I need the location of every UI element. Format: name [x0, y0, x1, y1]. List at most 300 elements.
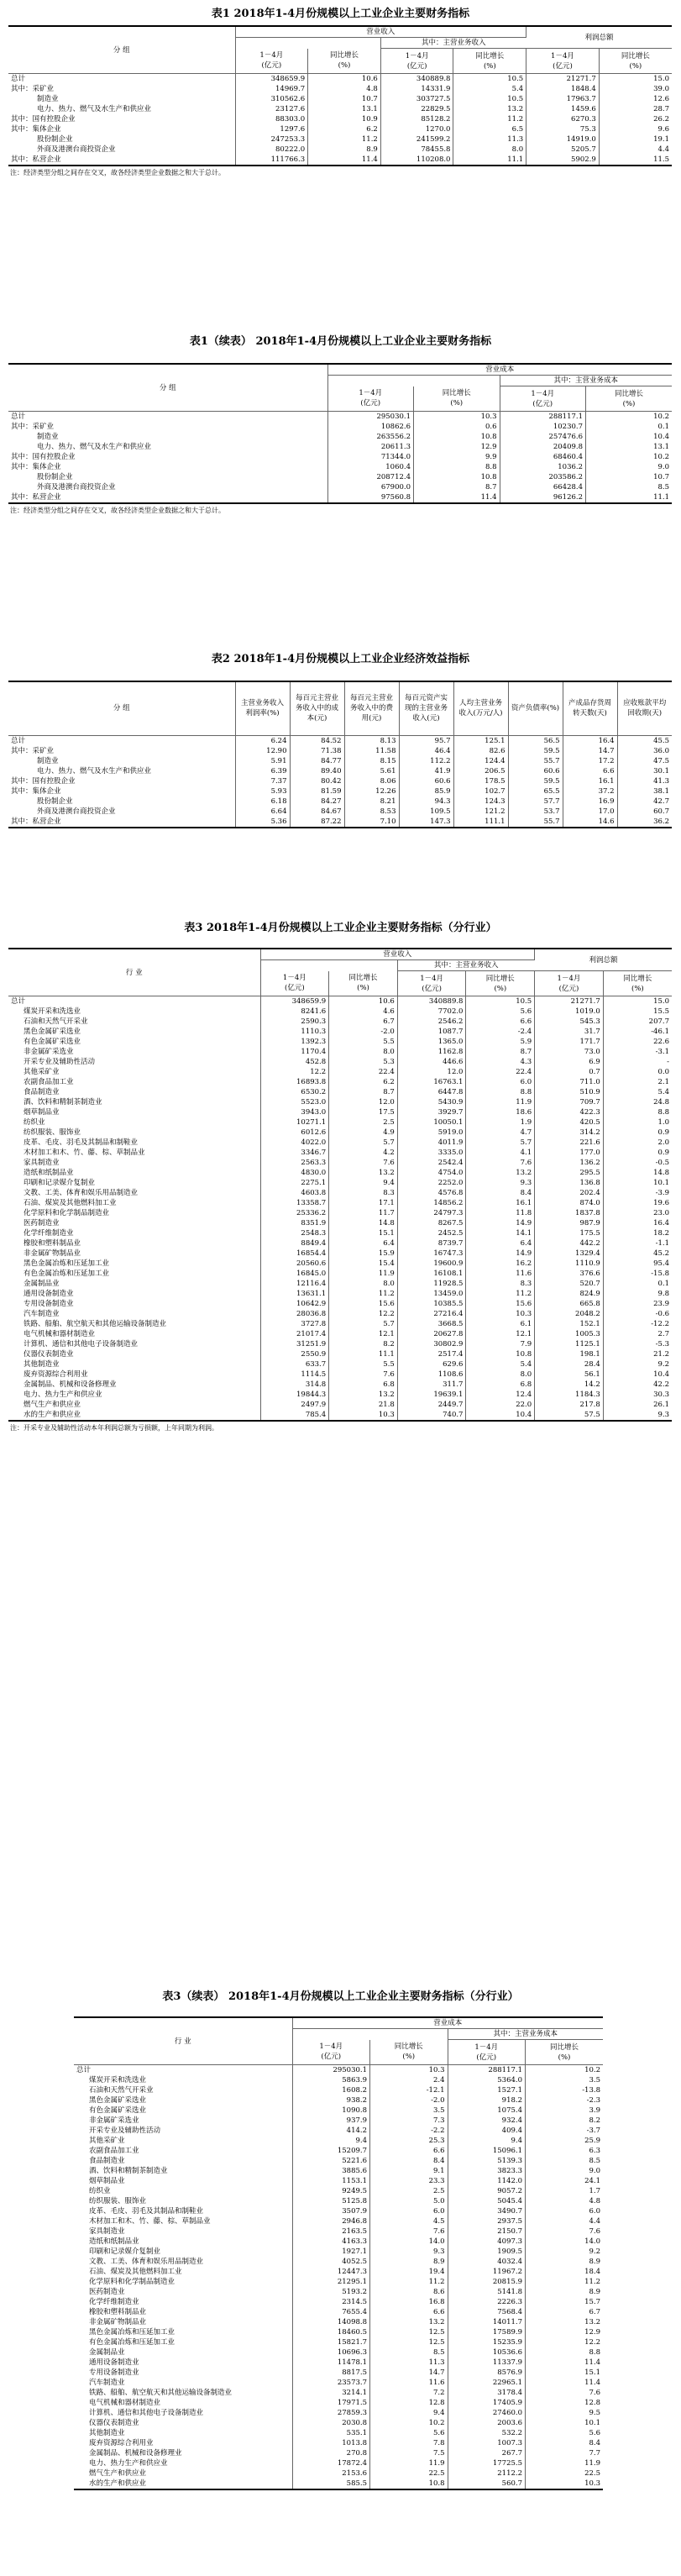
table-row [8, 796, 672, 807]
cell-value: 6.4 [329, 1238, 398, 1249]
row-label: 烟草制品业 [8, 1107, 260, 1117]
cell-value: 267.7 [448, 2448, 526, 2458]
cell-value: 16845.0 [260, 1269, 329, 1279]
cell-value: 310562.6 [235, 94, 308, 104]
col-yoy: 同比增长 (%) [599, 49, 672, 74]
cell-value: 1007.3 [448, 2438, 526, 2448]
col-jan-apr: 1－4月 (亿元) [448, 2040, 526, 2065]
cell-value: 47.5 [653, 756, 669, 765]
table-row [8, 1269, 672, 1279]
cell-value: 15.1 [584, 2368, 600, 2377]
cell-value: 109.5 [399, 807, 453, 817]
cell-value: 17971.5 [292, 2398, 370, 2408]
table-row [74, 2065, 603, 2076]
row-label: 农副食品加工业 [74, 2146, 292, 2156]
cell-value: 5.61 [344, 766, 399, 776]
cell-value: 20409.8 [500, 442, 586, 452]
table-row [8, 1117, 672, 1128]
table-row [74, 2186, 603, 2196]
cell-value: 46.4 [399, 746, 453, 756]
cell-value: 1110.3 [260, 1027, 329, 1037]
cell-value: 520.7 [535, 1279, 604, 1289]
col-jan-apr: 1－4月 (亿元) [380, 49, 453, 74]
cell-value: 31.7 [535, 1027, 604, 1037]
cell-value: 84.67 [290, 807, 344, 817]
cell-value: 8.9 [589, 2258, 600, 2266]
cell-value: 10.2 [653, 413, 669, 421]
cell-value: 633.7 [260, 1359, 329, 1369]
cell-value: 9.3 [603, 1410, 672, 1421]
cell-value: 585.5 [292, 2479, 370, 2489]
cell-value: 12.2 [260, 1067, 329, 1077]
table-row [8, 1218, 672, 1228]
table-row [74, 2226, 603, 2237]
cell-value: 30.1 [653, 766, 669, 775]
cell-value: 57.5 [535, 1410, 604, 1421]
cell-value: 124.3 [453, 796, 508, 807]
cell-value: 1170.4 [260, 1047, 329, 1057]
cell-value: 6.2 [308, 124, 381, 134]
cell-value: 16108.1 [397, 1269, 466, 1279]
cell-value: 14.7 [370, 2368, 448, 2378]
cell-value: 2517.4 [397, 1349, 466, 1359]
row-label: 石油、煤炭及其他燃料加工业 [74, 2267, 292, 2277]
col-jan-apr: 1－4月 (亿元) [535, 971, 604, 996]
cell-value: 12447.3 [292, 2267, 370, 2277]
cell-value: 14331.9 [380, 84, 453, 94]
cell-value: 5045.4 [448, 2196, 526, 2206]
cell-value: 241599.2 [380, 134, 453, 145]
cell-value: 21.2 [653, 1350, 669, 1359]
cell-value: 270.8 [292, 2448, 370, 2458]
row-label: 通用设备制造业 [8, 1289, 260, 1299]
col-yoy: 同比增长 (%) [466, 971, 535, 996]
cell-value: 171.7 [535, 1037, 604, 1047]
row-label: 石油和天然气开采业 [8, 1017, 260, 1027]
row-label: 有色金属矿采选业 [74, 2105, 292, 2116]
row-label: 电气机械和器材制造业 [8, 1329, 260, 1339]
table-row [8, 1380, 672, 1390]
cell-value: 11.7 [329, 1208, 398, 1218]
table-row [74, 2267, 603, 2277]
row-label: 制造业 [8, 94, 235, 104]
table-row [74, 2458, 603, 2468]
cell-value: 16.1 [466, 1198, 535, 1208]
cell-value: 8.9 [589, 2288, 600, 2296]
cell-value: 11.6 [370, 2378, 448, 2388]
row-label: 食品制造业 [8, 1087, 260, 1097]
cell-value: 60.7 [653, 807, 669, 816]
cell-value: 10.1 [584, 2419, 600, 2427]
cell-value: -2.3 [586, 2096, 600, 2105]
cell-value: 7.8 [370, 2438, 448, 2448]
cell-value: 7.6 [466, 1158, 535, 1168]
cell-value: 9.2 [657, 1360, 669, 1369]
cell-value: -12.2 [651, 1320, 669, 1328]
cell-value: 208712.4 [327, 472, 414, 482]
row-label: 废弃资源综合利用业 [74, 2438, 292, 2448]
cell-value: 7.9 [466, 1339, 535, 1349]
cell-value: 2542.4 [397, 1158, 466, 1168]
cell-value: - [667, 1058, 669, 1066]
cell-value: 15.4 [329, 1259, 398, 1269]
cell-value: 1459.6 [526, 104, 600, 114]
cell-value: 5.6 [370, 2428, 448, 2438]
cell-value: 5.4 [657, 1088, 669, 1096]
cell-value: 67900.0 [327, 482, 414, 492]
cell-value: 8.21 [344, 796, 399, 807]
cell-value: 3.9 [589, 2106, 600, 2115]
cell-value: 5.9 [466, 1037, 535, 1047]
col-expense-per-100: 每百元主营业务收入中的费用(元) [344, 681, 399, 735]
cell-value: 15.0 [653, 997, 669, 1006]
cell-value: 10230.7 [500, 422, 586, 432]
cell-value: 17589.9 [448, 2327, 526, 2337]
cell-value: 14.9 [466, 1218, 535, 1228]
cell-value: 53.7 [508, 807, 563, 817]
cell-value: 68460.4 [500, 452, 586, 462]
table-row [8, 1107, 672, 1117]
cell-value: 2452.5 [397, 1228, 466, 1238]
cell-value: 13.2 [466, 1168, 535, 1178]
cell-value: 5193.2 [292, 2287, 370, 2297]
cell-value: 6.8 [466, 1380, 535, 1390]
cell-value: 711.0 [535, 1077, 604, 1087]
cell-value: 23.3 [370, 2176, 448, 2186]
cell-value: 15209.7 [292, 2146, 370, 2156]
cell-value: 4022.0 [260, 1138, 329, 1148]
cell-value: 2.1 [657, 1078, 669, 1086]
cell-value: 5125.8 [292, 2196, 370, 2206]
cell-value: 1005.3 [535, 1329, 604, 1339]
cell-value: 2153.6 [292, 2468, 370, 2479]
cell-value: 740.7 [397, 1410, 466, 1421]
cell-value: 12.0 [397, 1067, 466, 1077]
cell-value: 16893.8 [260, 1077, 329, 1087]
cell-value: 20560.6 [260, 1259, 329, 1269]
cell-value: 19639.1 [397, 1390, 466, 1400]
cell-value: 27216.4 [397, 1309, 466, 1319]
row-label: 开采专业及辅助性活动 [74, 2126, 292, 2136]
cell-value: 1036.2 [500, 462, 586, 472]
cell-value: 14919.0 [526, 134, 600, 145]
table-row [74, 2428, 603, 2438]
cell-value: 15.7 [584, 2298, 600, 2306]
cell-value: 340889.8 [397, 996, 466, 1007]
table-row [74, 2307, 603, 2317]
cell-value: 6.4 [466, 1238, 535, 1249]
cell-value: 12.8 [370, 2398, 448, 2408]
cell-value: 39.0 [653, 85, 669, 93]
cell-value: 532.2 [448, 2428, 526, 2438]
cell-value: 177.0 [535, 1148, 604, 1158]
cell-value: 420.5 [535, 1117, 604, 1128]
cell-value: 3507.9 [292, 2206, 370, 2216]
cell-value: 2226.3 [448, 2297, 526, 2307]
cell-value: 217.8 [535, 1400, 604, 1410]
col-profit: 利润总额 [535, 949, 672, 971]
cell-value: 10.2 [653, 453, 669, 461]
row-label: 其中：采矿业 [8, 422, 327, 432]
cell-value: 6.6 [370, 2146, 448, 2156]
cell-value: 8.5 [589, 2157, 600, 2165]
cell-value: 1392.3 [260, 1037, 329, 1047]
table-row [8, 756, 672, 766]
cell-value: 1848.4 [526, 84, 600, 94]
cell-value: 2314.5 [292, 2297, 370, 2307]
cell-value: 110208.0 [380, 155, 453, 166]
table-row [8, 1299, 672, 1309]
cell-value: -2.0 [329, 1027, 398, 1037]
cell-value: 1087.7 [397, 1027, 466, 1037]
cell-value: 11.4 [414, 492, 500, 503]
row-label: 汽车制造业 [8, 1309, 260, 1319]
row-label: 金属制品、机械和设备修理业 [8, 1380, 260, 1390]
cell-value: 3214.1 [292, 2388, 370, 2398]
cell-value: 18.2 [653, 1229, 669, 1238]
table2-title: 表2 2018年1-4月份规模以上工业企业经济效益指标 [211, 653, 470, 665]
cell-value: 8267.5 [397, 1218, 466, 1228]
table-row [74, 2216, 603, 2226]
cell-value: 10.5 [466, 996, 535, 1007]
row-label: 总计 [8, 74, 235, 85]
row-label: 纺织业 [8, 1117, 260, 1128]
row-label: 废弃资源综合利用业 [8, 1369, 260, 1380]
cell-value: 45.5 [653, 736, 669, 745]
table-row [74, 2136, 603, 2146]
col-inventory-days: 产成品存货周转天数(天) [563, 681, 617, 735]
cell-value: 75.3 [526, 124, 600, 134]
table-row [74, 2075, 603, 2085]
table-row [74, 2176, 603, 2186]
cell-value: 14.1 [466, 1228, 535, 1238]
table-row [8, 786, 672, 796]
table-row [8, 1339, 672, 1349]
cell-value: 6.3 [589, 2147, 600, 2155]
cell-value: 263556.2 [327, 432, 414, 442]
cell-value: 1.7 [589, 2187, 600, 2195]
cell-value: 8.8 [657, 1108, 669, 1117]
cell-value: 17.2 [563, 756, 617, 766]
row-label: 烟草制品业 [74, 2176, 292, 2186]
row-label: 石油和天然气开采业 [74, 2085, 292, 2095]
cell-value: 10.1 [653, 1179, 669, 1187]
cell-value: 8351.9 [260, 1218, 329, 1228]
cell-value: 12.0 [329, 1097, 398, 1107]
cell-value: 8.7 [466, 1047, 535, 1057]
cell-value: 8.4 [466, 1188, 535, 1198]
cell-value: 295030.1 [327, 412, 414, 423]
cell-value: 8.6 [370, 2287, 448, 2297]
cell-value: 442.2 [535, 1238, 604, 1249]
cell-value: 422.3 [535, 1107, 604, 1117]
cell-value: 85128.2 [380, 114, 453, 124]
table-row [8, 442, 672, 452]
cell-value: 2150.7 [448, 2226, 526, 2237]
table-row [8, 492, 672, 503]
cell-value: 8.13 [344, 735, 399, 746]
col-group: 分 组 [8, 364, 327, 412]
row-label: 其中：采矿业 [8, 84, 235, 94]
col-cost-per-100: 每百元主营业务收入中的成本(元) [290, 681, 344, 735]
cell-value: 27460.0 [448, 2408, 526, 2418]
cell-value: 8.4 [589, 2439, 600, 2447]
cell-value: 22.4 [329, 1067, 398, 1077]
cell-value: 3929.7 [397, 1107, 466, 1117]
row-label: 金属制品业 [8, 1279, 260, 1289]
cell-value: 12116.4 [260, 1279, 329, 1289]
cell-value: 152.1 [535, 1319, 604, 1329]
cell-value: 4.2 [329, 1148, 398, 1158]
row-label: 橡胶和塑料制品业 [8, 1238, 260, 1249]
table-row [8, 1289, 672, 1299]
cell-value: 0.7 [535, 1067, 604, 1077]
cell-value: 4.3 [466, 1057, 535, 1067]
table-row [8, 1097, 672, 1107]
cell-value: 295.5 [535, 1168, 604, 1178]
cell-value: 17872.4 [292, 2458, 370, 2468]
cell-value: 11.2 [466, 1289, 535, 1299]
cell-value: 2.0 [657, 1138, 669, 1147]
row-label: 印刷和记录媒介复制业 [74, 2247, 292, 2257]
table3b-section [0, 1987, 681, 2490]
table3-title: 表3 2018年1-4月份规模以上工业企业主要财务指标（分行业） [184, 922, 497, 934]
cell-value: 84.52 [290, 735, 344, 746]
col-group: 分 组 [8, 26, 235, 74]
cell-value: 11.6 [466, 1269, 535, 1279]
cell-value: 36.2 [617, 817, 672, 828]
cell-value: 7.3 [370, 2116, 448, 2126]
table-row [74, 2287, 603, 2297]
cell-value: 11478.1 [292, 2358, 370, 2368]
table-row [8, 1047, 672, 1057]
cell-value: 5863.9 [292, 2075, 370, 2085]
row-label: 农副食品加工业 [8, 1077, 260, 1087]
table-row [8, 1279, 672, 1289]
cell-value: 1114.5 [260, 1369, 329, 1380]
table-row [74, 2479, 603, 2489]
cell-value: 4.7 [466, 1128, 535, 1138]
cell-value: 1184.3 [535, 1390, 604, 1400]
cell-value: 12.90 [235, 746, 290, 756]
cell-value: 10642.9 [260, 1299, 329, 1309]
cell-value: 8849.4 [260, 1238, 329, 1249]
table-row [74, 2317, 603, 2327]
table-row [74, 2388, 603, 2398]
row-label: 铁路、船舶、航空航天和其他运输设备制造业 [8, 1319, 260, 1329]
cell-value: 56.1 [535, 1369, 604, 1380]
cell-value: 5.7 [329, 1138, 398, 1148]
table-row [8, 84, 672, 94]
row-label: 黑色金属冶炼和压延加工业 [8, 1259, 260, 1269]
table-row [74, 2146, 603, 2156]
cell-value: 1019.0 [535, 1007, 604, 1017]
cell-value: 10.3 [414, 412, 500, 423]
table-row [8, 1148, 672, 1158]
cell-value: 1090.8 [292, 2105, 370, 2116]
cell-value: 71.38 [290, 746, 344, 756]
col-debt-ratio: 资产负债率(%) [508, 681, 563, 735]
cell-value: 314.8 [260, 1380, 329, 1390]
cell-value: 136.8 [535, 1178, 604, 1188]
table-row [8, 114, 672, 124]
cell-value: 4.1 [466, 1148, 535, 1158]
table-row [8, 1249, 672, 1259]
table-row [8, 472, 672, 482]
cell-value: 4.6 [329, 1007, 398, 1017]
row-label: 水的生产和供应业 [74, 2479, 292, 2489]
cell-value: 14.8 [653, 1169, 669, 1177]
cell-value: 5.36 [235, 817, 290, 828]
row-label: 文教、工美、体育和娱乐用品制造业 [8, 1188, 260, 1198]
table-row [74, 2196, 603, 2206]
table-row [74, 2468, 603, 2479]
cell-value: 1108.6 [397, 1369, 466, 1380]
cell-value: 10.3 [466, 1309, 535, 1319]
row-label: 其中：私营企业 [8, 492, 327, 503]
col-main-revenue: 其中：主营业务收入 [380, 38, 526, 49]
cell-value: 7.7 [589, 2449, 600, 2458]
cell-value: 1142.0 [448, 2176, 526, 2186]
cell-value: 2563.3 [260, 1158, 329, 1168]
cell-value: 15.6 [466, 1299, 535, 1309]
cell-value: 60.6 [508, 766, 563, 776]
cell-value: 1909.5 [448, 2247, 526, 2257]
table-row [8, 1087, 672, 1097]
cell-value: 17.1 [329, 1198, 398, 1208]
table-row [8, 1057, 672, 1067]
row-label: 其中：采矿业 [8, 746, 235, 756]
cell-value: 11.4 [584, 2358, 600, 2367]
cell-value: 9.2 [589, 2247, 600, 2256]
col-receivable-days: 应收账款平均回收期(天) [617, 681, 672, 735]
table-row [74, 2156, 603, 2166]
cell-value: 8.7 [414, 482, 500, 492]
col-revenue-per-100-assets: 每百元资产实现的主营业务收入(元) [399, 681, 453, 735]
cell-value: 4163.3 [292, 2237, 370, 2247]
cell-value: 10.8 [414, 472, 500, 482]
cell-value: 6.9 [535, 1057, 604, 1067]
cell-value: 81.59 [290, 786, 344, 796]
cell-value: 4.4 [657, 145, 669, 154]
cell-value: 340889.8 [380, 74, 453, 85]
cell-value: 78455.8 [380, 145, 453, 155]
row-label: 皮革、毛皮、羽毛及其制品和制鞋业 [8, 1138, 260, 1148]
row-label: 其中：国有控股企业 [8, 452, 327, 462]
cell-value: 9.0 [589, 2167, 600, 2175]
cell-value: 1608.2 [292, 2085, 370, 2095]
cell-value: 6.8 [329, 1380, 398, 1390]
cell-value: 5.6 [589, 2429, 600, 2437]
cell-value: 13.2 [453, 104, 526, 114]
cell-value: 1329.4 [535, 1249, 604, 1259]
cell-value: 3727.8 [260, 1319, 329, 1329]
row-label: 总计 [8, 735, 235, 746]
cell-value: 14969.7 [235, 84, 308, 94]
cell-value: -46.1 [651, 1028, 669, 1036]
cell-value: 8.8 [466, 1087, 535, 1097]
cell-value: 198.1 [535, 1349, 604, 1359]
cell-value: 1.0 [657, 1118, 669, 1127]
row-label: 其他采矿业 [74, 2136, 292, 2146]
cell-value: 22965.1 [448, 2378, 526, 2388]
cell-value: 20611.3 [327, 442, 414, 452]
table-row [8, 1349, 672, 1359]
row-label: 其他制造业 [8, 1359, 260, 1369]
row-label: 计算机、通信和其他电子设备制造业 [74, 2408, 292, 2418]
cell-value: 14.2 [535, 1380, 604, 1390]
cell-value: 7568.4 [448, 2307, 526, 2317]
